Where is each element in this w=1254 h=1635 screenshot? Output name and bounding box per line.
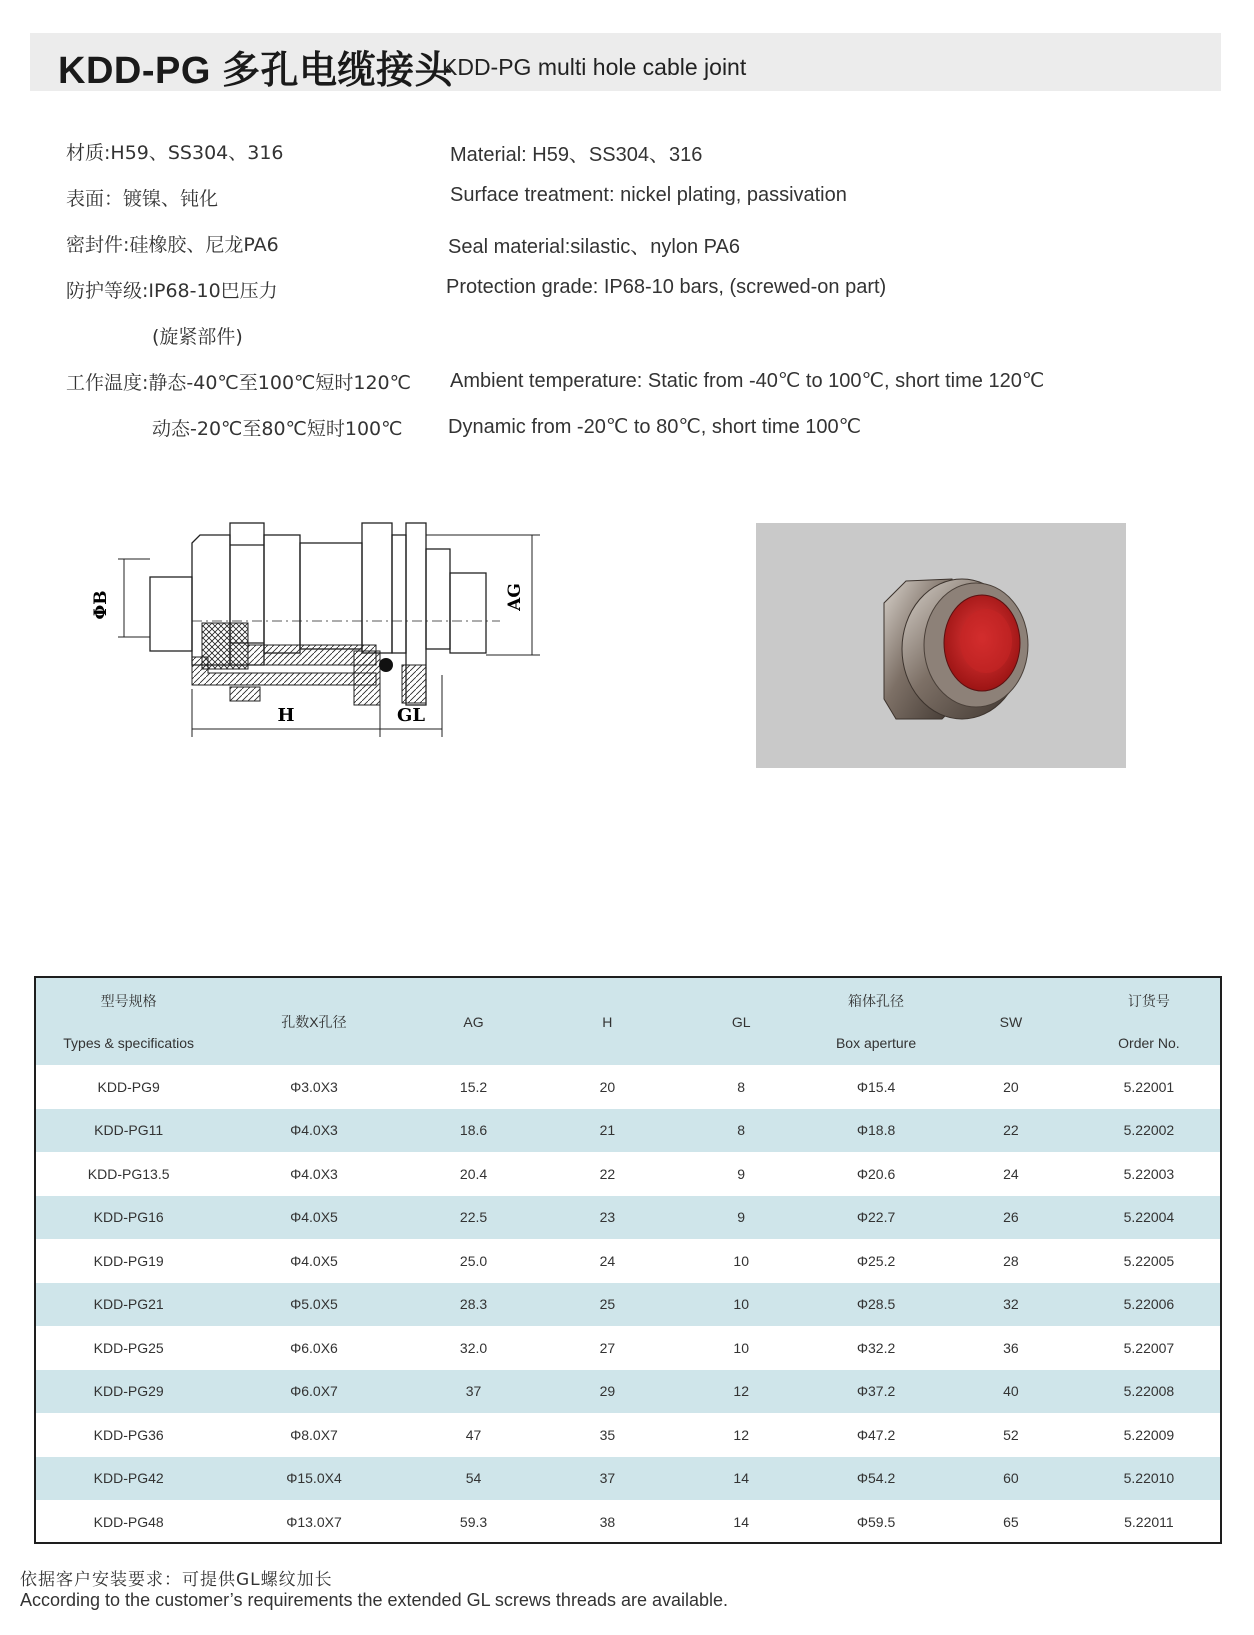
cell-holes: Φ6.0X6 — [290, 1339, 338, 1356]
cell-ag: 47 — [465, 1426, 482, 1443]
header-h: H — [540, 978, 674, 1065]
cell-ag: 59.3 — [459, 1513, 488, 1530]
table-row — [36, 1152, 1220, 1196]
cell-type: KDD-PG11 — [36, 1109, 221, 1153]
cell-order: 5.22004 — [1078, 1196, 1220, 1240]
cell-type: KDD-PG13.5 — [87, 1165, 170, 1182]
cell-holes: Φ13.0X7 — [286, 1513, 342, 1530]
cell-gl: 12 — [674, 1370, 808, 1414]
spec-table — [34, 976, 1222, 1544]
cell-gl: 9 — [737, 1165, 746, 1182]
cell-box: Φ18.8 — [808, 1109, 944, 1153]
cell-box: Φ37.2 — [808, 1370, 944, 1414]
o-ring-icon — [379, 658, 393, 672]
spec-surface-en: Surface treatment: nickel plating, passivation — [450, 184, 847, 206]
table-row — [36, 1109, 1220, 1153]
dim-label-h: H — [277, 705, 295, 726]
cell-sw: 26 — [944, 1196, 1078, 1240]
cell-ag: 54 — [407, 1457, 541, 1501]
cell-sw: 36 — [1003, 1339, 1019, 1356]
cell-h: 37 — [540, 1457, 674, 1501]
cell-sw: 32 — [944, 1283, 1078, 1327]
cell-h: 23 — [540, 1196, 674, 1240]
cell-type: KDD-PG36 — [93, 1426, 164, 1443]
cell-type: KDD-PG48 — [93, 1513, 164, 1530]
cell-gl: 12 — [733, 1426, 749, 1443]
cell-h: 29 — [540, 1370, 674, 1414]
cell-gl: 10 — [733, 1252, 749, 1269]
cell-sw: 20 — [1003, 1078, 1019, 1095]
cell-box: Φ15.4 — [856, 1078, 896, 1095]
cell-ag: 32.0 — [459, 1339, 488, 1356]
cell-holes: Φ4.0X3 — [290, 1165, 338, 1182]
spec-dynamic-cn: 动态-20℃至80℃短时100℃ — [152, 418, 403, 440]
cell-sw: 60 — [944, 1457, 1078, 1501]
cell-order: 5.22011 — [1124, 1513, 1174, 1530]
title-bar — [30, 33, 1221, 91]
spec-temp-cn: 工作温度:静态-40℃至100℃短时120℃ — [66, 372, 411, 394]
table-row — [36, 1500, 1220, 1544]
cell-ag: 22.5 — [407, 1196, 541, 1240]
table-header-row — [36, 978, 1220, 1065]
spec-table-grid — [36, 978, 1220, 1544]
cell-type: KDD-PG21 — [36, 1283, 221, 1327]
cell-box: Φ47.2 — [856, 1426, 896, 1443]
cell-order: 5.22006 — [1078, 1283, 1220, 1327]
cell-gl: 9 — [674, 1196, 808, 1240]
table-row — [36, 1196, 1220, 1240]
cell-box: Φ22.7 — [808, 1196, 944, 1240]
spec-material-en: Material: H59、SS304、316 — [450, 144, 703, 166]
cell-box: Φ20.6 — [856, 1165, 896, 1182]
table-row — [36, 1065, 1220, 1109]
cell-sw: 40 — [944, 1370, 1078, 1414]
cell-ag: 20.4 — [459, 1165, 488, 1182]
table-row — [36, 1326, 1220, 1370]
table-row — [36, 1457, 1220, 1501]
cell-h: 38 — [599, 1513, 616, 1530]
cell-order: 5.22010 — [1078, 1457, 1220, 1501]
cell-order: 5.22008 — [1078, 1370, 1220, 1414]
cell-box: Φ25.2 — [856, 1252, 896, 1269]
header-order-no: 订货号 Order No. — [1078, 978, 1220, 1065]
cell-order: 5.22001 — [1123, 1078, 1175, 1095]
cell-type: KDD-PG25 — [93, 1339, 164, 1356]
spec-protection-cn: 防护等级:IP68-10巴压力 — [66, 280, 278, 302]
cell-type: KDD-PG9 — [97, 1078, 160, 1095]
cell-sw: 52 — [1003, 1426, 1019, 1443]
spec-seal-cn: 密封件:硅橡胶、尼龙PA6 — [66, 234, 279, 256]
header-type: 型号规格 Types & specificatios — [36, 978, 221, 1065]
cell-ag: 37 — [407, 1370, 541, 1414]
cell-holes: Φ15.0X4 — [221, 1457, 406, 1501]
cell-ag: 28.3 — [407, 1283, 541, 1327]
table-row — [36, 1239, 1220, 1283]
dim-label-b: ΦB — [91, 590, 111, 620]
cell-gl: 8 — [674, 1109, 808, 1153]
spec-temp-en: Ambient temperature: Static from -40℃ to 100℃, short time 120℃ — [450, 370, 1045, 392]
spec-dynamic-en: Dynamic from -20℃ to 80℃, short time 100℃ — [448, 416, 862, 438]
dim-label-gl: GL — [396, 705, 426, 726]
cell-holes: Φ4.0X5 — [221, 1196, 406, 1240]
cell-box: Φ28.5 — [808, 1283, 944, 1327]
cell-h: 24 — [599, 1252, 616, 1269]
cell-sw: 28 — [1003, 1252, 1019, 1269]
cell-box: Φ32.2 — [856, 1339, 896, 1356]
dim-label-ag: AG — [505, 583, 525, 611]
cell-order: 5.22007 — [1123, 1339, 1175, 1356]
technical-drawing — [80, 515, 600, 775]
header-gl: GL — [674, 978, 808, 1065]
cell-gl: 14 — [674, 1457, 808, 1501]
cell-type: KDD-PG19 — [93, 1252, 164, 1269]
cell-box: Φ54.2 — [808, 1457, 944, 1501]
cell-holes: Φ8.0X7 — [290, 1426, 338, 1443]
cell-h: 27 — [599, 1339, 616, 1356]
cell-order: 5.22003 — [1123, 1165, 1175, 1182]
cell-gl: 8 — [737, 1078, 746, 1095]
cell-h: 21 — [540, 1109, 674, 1153]
cell-holes: Φ5.0X5 — [221, 1283, 406, 1327]
cell-holes: Φ4.0X3 — [221, 1109, 406, 1153]
cell-sw: 65 — [1003, 1513, 1019, 1530]
cell-h: 20 — [599, 1078, 616, 1095]
cell-type: KDD-PG29 — [36, 1370, 221, 1414]
footer-note-en: According to the customer’s requirements the extended GL screws threads are available. — [20, 1590, 729, 1610]
cell-holes: Φ6.0X7 — [221, 1370, 406, 1414]
cell-order: 5.22002 — [1078, 1109, 1220, 1153]
cell-ag: 15.2 — [459, 1078, 488, 1095]
cell-h: 22 — [599, 1165, 616, 1182]
cell-h: 25 — [540, 1283, 674, 1327]
cell-ag: 18.6 — [407, 1109, 541, 1153]
cell-order: 5.22009 — [1123, 1426, 1175, 1443]
header-box-aperture: 箱体孔径 Box aperture — [808, 978, 944, 1065]
cell-type: KDD-PG16 — [36, 1196, 221, 1240]
cell-sw: 22 — [944, 1109, 1078, 1153]
header-ag: AG — [407, 978, 541, 1065]
spec-material-cn: 材质:H59、SS304、316 — [66, 142, 284, 164]
cell-gl: 10 — [674, 1283, 808, 1327]
table-row — [36, 1283, 1220, 1327]
cell-box: Φ59.5 — [856, 1513, 896, 1530]
cell-order: 5.22005 — [1123, 1252, 1175, 1269]
spec-protection-cn-2: (旋紧部件) — [152, 326, 243, 348]
cell-holes: Φ4.0X5 — [290, 1252, 338, 1269]
spec-seal-en: Seal material:silastic、nylon PA6 — [448, 236, 740, 258]
page-subtitle: KDD-PG multi hole cable joint — [442, 54, 747, 80]
spec-surface-cn: 表面：镀镍、钝化 — [66, 188, 219, 210]
page-title: KDD-PG 多孔电缆接头 — [58, 50, 453, 92]
header-holes: 孔数X孔径 — [221, 978, 406, 1065]
cell-type: KDD-PG42 — [36, 1457, 221, 1501]
cell-sw: 24 — [1003, 1165, 1019, 1182]
product-photo — [756, 523, 1126, 768]
cell-gl: 10 — [733, 1339, 749, 1356]
footer-note-cn: 依据客户安装要求：可提供GL螺纹加长 — [20, 1570, 333, 1590]
header-sw: SW — [944, 978, 1078, 1065]
cell-gl: 14 — [733, 1513, 749, 1530]
spec-protection-en: Protection grade: IP68-10 bars, (screwed-on part) — [446, 276, 887, 298]
cell-h: 35 — [599, 1426, 616, 1443]
table-row — [36, 1413, 1220, 1457]
cell-holes: Φ3.0X3 — [290, 1078, 338, 1095]
table-row — [36, 1370, 1220, 1414]
cell-ag: 25.0 — [459, 1252, 488, 1269]
